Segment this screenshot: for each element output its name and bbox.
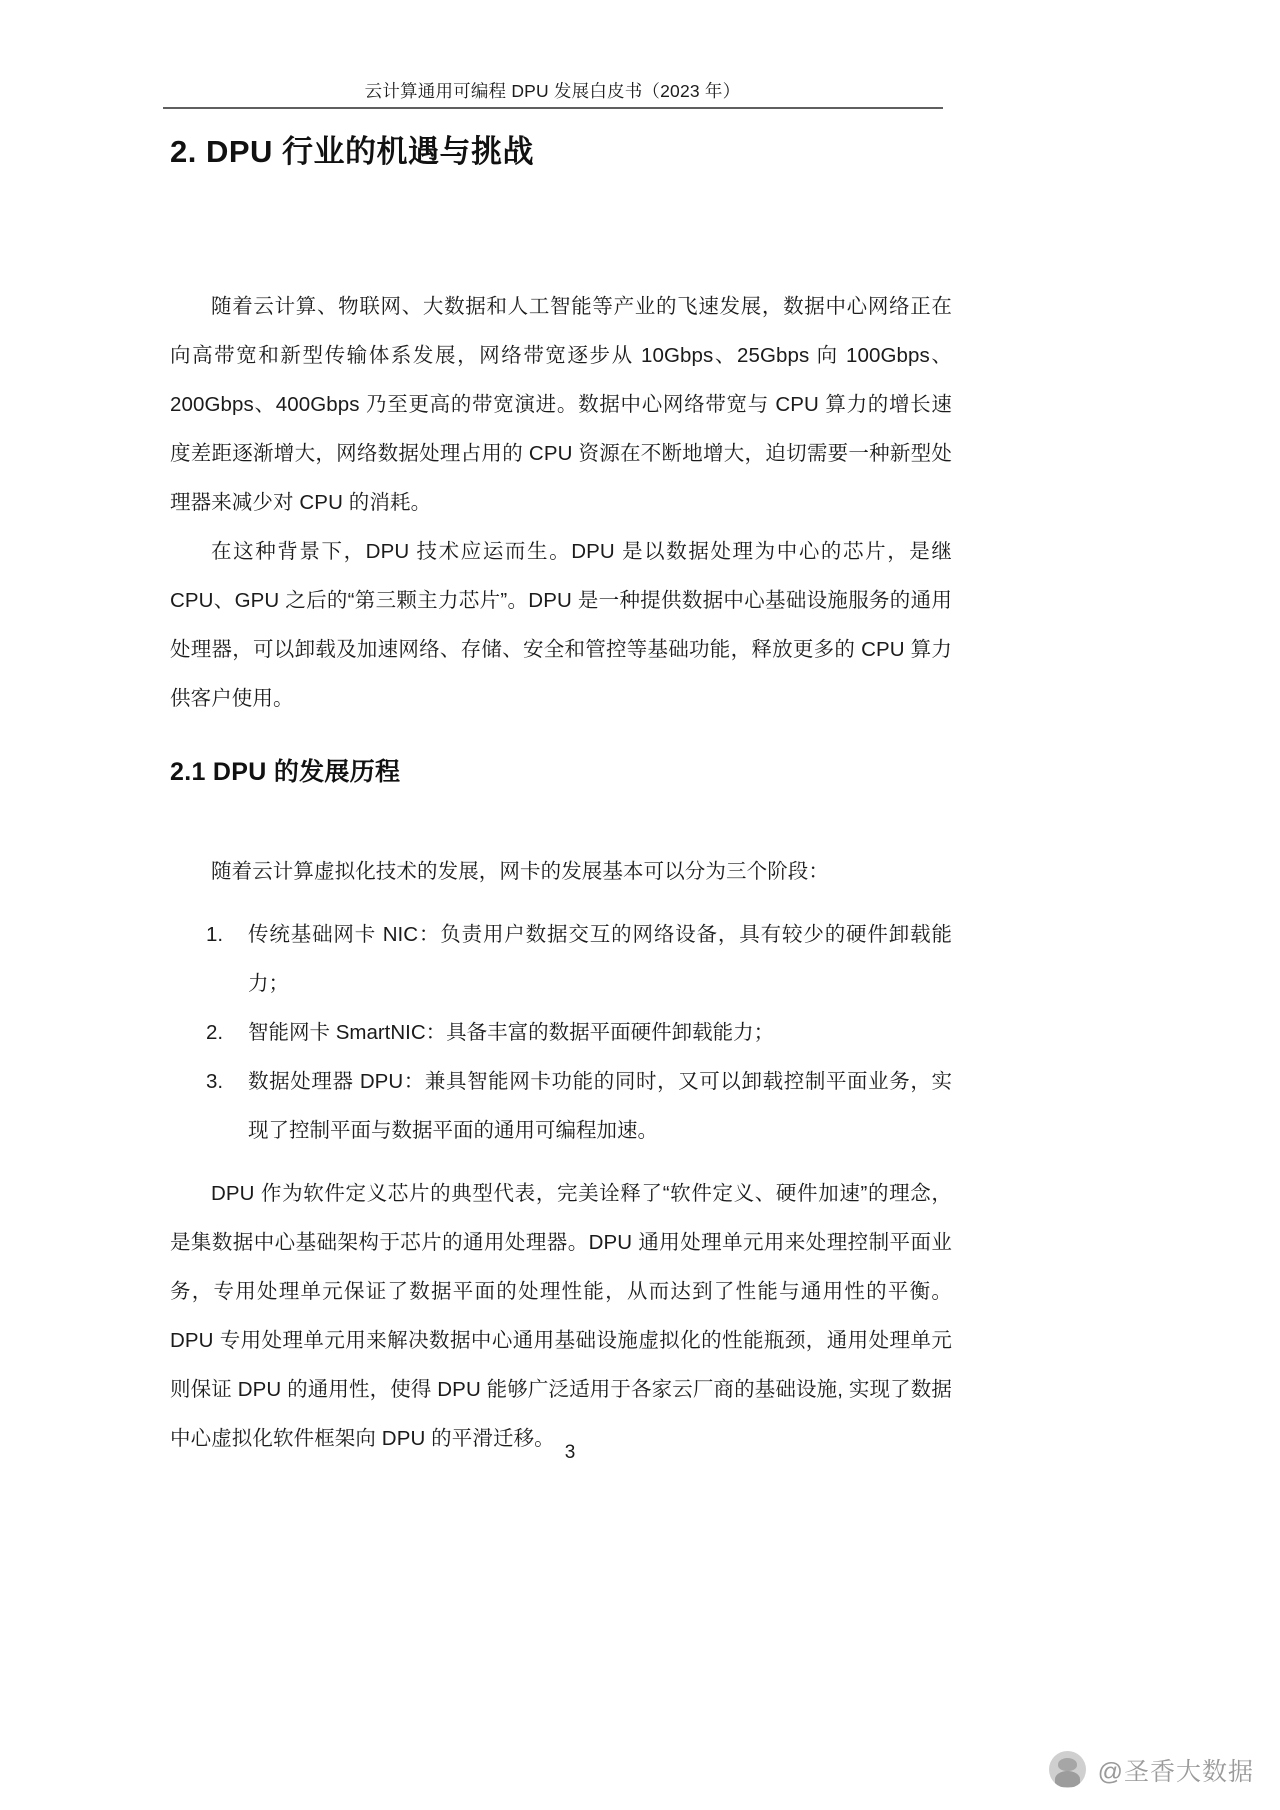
list-item bbox=[170, 910, 952, 1008]
paragraph-dpu-definition: 在这种背景下，DPU 技术应运而生。DPU 是以数据处理为中心的芯片，是继 CPU、GPU 之后的“第三颗主力芯片”。DPU 是一种提供数据中心基础设施服务的通用处理器，可以卸载及加速网络、存储、安全和管控等基础功能，释放更多的 CPU 算力供客户使用。 bbox=[170, 540, 952, 710]
running-header: 云计算通用可编程 DPU 发展白皮书（2023 年） bbox=[364, 81, 741, 101]
header-rule bbox=[163, 107, 943, 109]
page-number: 3 bbox=[564, 1442, 576, 1463]
spacer bbox=[170, 178, 952, 282]
list-item-text: 数据处理器 DPU：兼具智能网卡功能的同时，又可以卸载控制平面业务，实现了控制平面与数据平面的通用可编程加速。 bbox=[248, 1070, 952, 1142]
paragraph-dpu-architecture: DPU 作为软件定义芯片的典型代表，完美诠释了“软件定义、硬件加速”的理念，是集数据中心基础架构于芯片的通用处理器。DPU 通用处理单元用来处理控制平面业务，专用处理单元保证了数据平面的处理性能，从而达到了性能与通用性的平衡。DPU 专用处理单元用来解决数据中心通用基础设施虚拟化的性能瓶颈，通用处理单元则保证 DPU 的通用性，使得 DPU 能够广泛适用于各家云厂商的基础设施, 实现了数据中心虚拟化软件框架向 DPU 的平滑迁移。 bbox=[170, 1182, 952, 1450]
list-item-text: 传统基础网卡 NIC：负责用户数据交互的网络设备，具有较少的硬件卸载能力； bbox=[248, 923, 952, 995]
watermark-label: @圣香大数据 bbox=[1097, 1757, 1254, 1786]
zhihu-avatar-icon bbox=[1049, 1751, 1086, 1788]
list-item-text: 智能网卡 SmartNIC：具备丰富的数据平面硬件卸载能力； bbox=[248, 1021, 775, 1044]
list-marker: 2. bbox=[206, 1021, 224, 1044]
paragraph-stages-intro: 随着云计算虚拟化技术的发展，网卡的发展基本可以分为三个阶段： bbox=[211, 860, 829, 883]
list-item bbox=[170, 1008, 952, 1057]
spacer bbox=[170, 723, 952, 749]
watermark bbox=[1049, 1751, 1254, 1788]
spacer bbox=[170, 1155, 952, 1169]
subsection-heading: 2.1 DPU 的发展历程 bbox=[170, 758, 401, 786]
stages-list bbox=[170, 910, 952, 1155]
spacer bbox=[170, 795, 952, 847]
spacer bbox=[170, 896, 952, 910]
list-marker: 1. bbox=[206, 923, 224, 946]
page-content bbox=[170, 126, 952, 1463]
paragraph-intro: 随着云计算、物联网、大数据和人工智能等产业的飞速发展，数据中心网络正在向高带宽和新型传输体系发展，网络带宽逐步从 10Gbps、25Gbps 向 100Gbps、200Gbps、400Gbps 乃至更高的带宽演进。数据中心网络带宽与 CPU 算力的增长速度差距逐渐增大，网络数据处理占用的 CPU 资源在不断地增大，迫切需要一种新型处理器来减少对 CPU 的消耗。 bbox=[170, 295, 952, 514]
section-heading: 2. DPU 行业的机遇与挑战 bbox=[170, 134, 535, 169]
list-marker: 3. bbox=[206, 1070, 224, 1093]
list-item bbox=[170, 1057, 952, 1155]
